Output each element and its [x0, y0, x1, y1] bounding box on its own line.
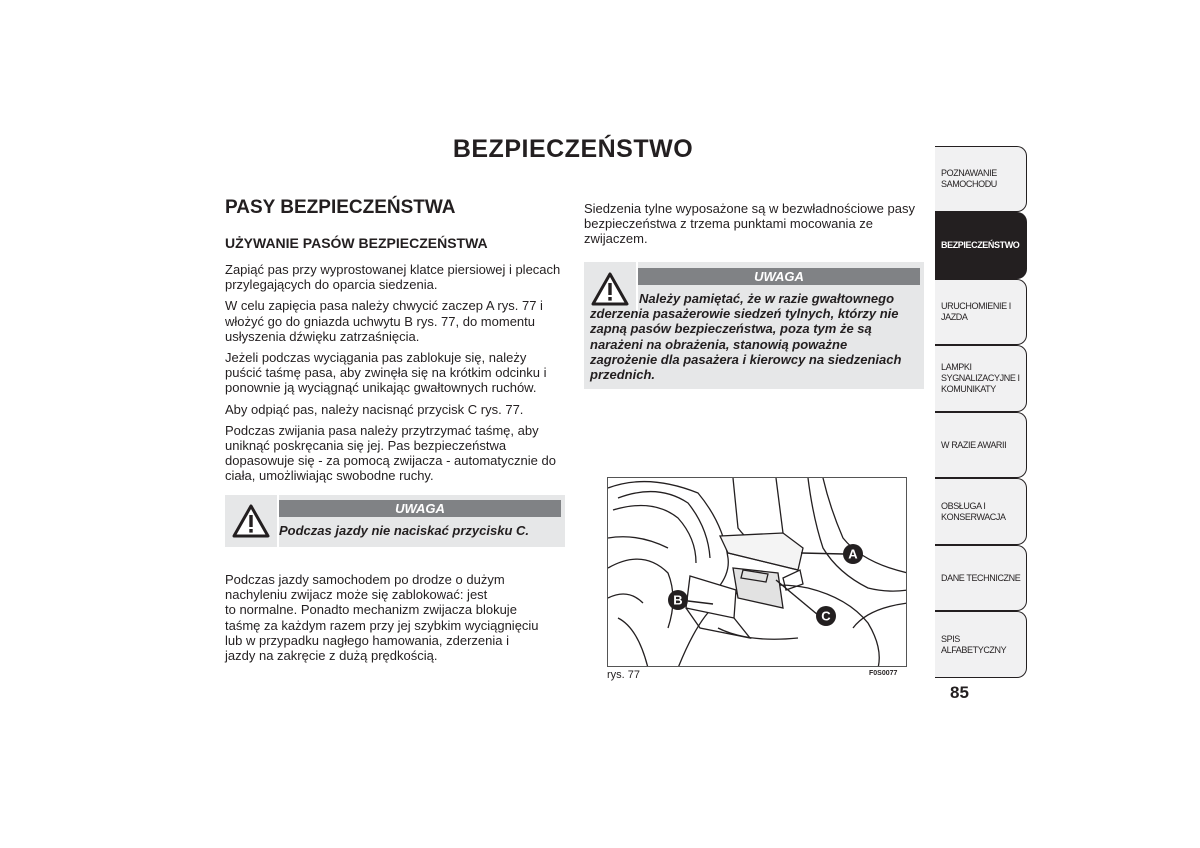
tab-label: W RAZIE AWARII — [941, 439, 1007, 450]
warning-header: UWAGA — [638, 268, 920, 285]
tab-obsluga-i-konserwacja[interactable] — [935, 478, 1027, 545]
tab-uruchomienie-i-jazda[interactable] — [935, 279, 1027, 345]
page-title: BEZPIECZEŃSTWO — [452, 135, 694, 163]
section-title: PASY BEZPIECZEŃSTWA — [225, 197, 456, 218]
tab-label: OBSŁUGA I KONSERWACJA — [941, 500, 1006, 522]
left-column-text — [225, 262, 565, 490]
tab-label: SPIS ALFABETYCZNY — [941, 633, 1007, 655]
warning-text: Podczas jazdy nie naciskać przycisku C. — [279, 523, 530, 538]
callout-label: C — [821, 608, 831, 624]
warning-icon-cell — [225, 495, 279, 547]
page-number: 85 — [950, 683, 969, 702]
tab-label: POZNAWANIE SAMOCHODU — [941, 168, 997, 189]
warning-header: UWAGA — [279, 500, 561, 517]
callout-label: A — [848, 546, 858, 562]
tab-w-razie-awarii[interactable] — [935, 412, 1027, 478]
paragraph: Zapiąć pas przy wyprostowanej klatce piersiowej i plecach przylegających do oparcia siedzenia. — [225, 262, 561, 293]
tab-label: URUCHOMIENIE I JAZDA — [941, 301, 1011, 322]
warning-box-right — [584, 262, 924, 389]
paragraph-after-warning: Podczas jazdy samochodem po drodze o dużym nachyleniu zwijacz może się zablokować: jest to normalne. Ponadto mechanizm zwijacza blokuje taśmę za każdym razem przy jej szybkim wyciągnięciu lub w przypadku nagłego hamowania, zderzenia i jazdy na zakręcie z dużą prędkością. — [225, 572, 539, 664]
warning-text: Należy pamiętać, że w razie gwałtownego zderzenia pasażerowie siedzeń tylnych, którzy nie zapną pasów bezpieczeństwa, poza tym że są narażeni na obrażenia, stanowią poważne zagrożenie dla pasażera i kierowcy na siedzeniach przednich. — [590, 291, 902, 383]
paragraph: Aby odpiąć pas, należy nacisnąć przycisk C rys. 77. — [225, 401, 524, 417]
seatbelt-illustration — [607, 477, 907, 667]
seatbelt-drawing — [608, 478, 907, 667]
tab-bezpieczenstwo[interactable] — [935, 212, 1027, 279]
paragraph: W celu zapięcia pasa należy chwycić zaczep A rys. 77 i włożyć go do gniazda uchwytu B rys. 77, do momentu usłyszenia dźwięku zatrzaśnięcia. — [225, 298, 543, 344]
right-column-text — [584, 201, 926, 253]
tab-poznawanie-samochodu[interactable] — [935, 146, 1027, 212]
tab-label: BEZPIECZEŃSTWO — [941, 240, 1020, 250]
figure-code: F0S0077 — [869, 670, 898, 677]
tab-label: LAMPKI SYGNALIZACYJNE I KOMUNIKATY — [941, 362, 1020, 394]
tab-lampki-sygnalizacyjne[interactable] — [935, 345, 1027, 412]
subsection-title: UŻYWANIE PASÓW BEZPIECZEŃSTWA — [225, 235, 488, 251]
callout-label: B — [673, 592, 683, 608]
callout-b — [668, 590, 688, 610]
warning-triangle-icon — [232, 504, 270, 538]
callout-a — [843, 544, 863, 564]
paragraph: Podczas zwijania pasa należy przytrzymać taśmę, aby uniknąć poskręcania się jej. Pas bezpieczeństwa dopasowuje się - za pomocą zwijacza - automatycznie do ciała, umożliwiając swobodne ruchy. — [225, 422, 556, 484]
figure-caption: rys. 77 — [607, 669, 641, 681]
tab-label: DANE TECHNICZNE — [941, 572, 1021, 583]
tab-dane-techniczne[interactable] — [935, 545, 1027, 611]
tab-spis-alfabetyczny[interactable] — [935, 611, 1027, 678]
paragraph: Jeżeli podczas wyciągania pas zablokuje się, należy puścić taśmę pasa, aby zwinęła się na krótkim odcinku i ponownie ją wyciągnąć unikając gwałtownych ruchów. — [225, 350, 547, 396]
warning-box-left — [225, 495, 565, 547]
callout-c — [816, 606, 836, 626]
paragraph: Siedzenia tylne wyposażone są w bezwładnościowe pasy bezpieczeństwa z trzema punktami mocowania ze zwijaczem. — [584, 201, 915, 247]
